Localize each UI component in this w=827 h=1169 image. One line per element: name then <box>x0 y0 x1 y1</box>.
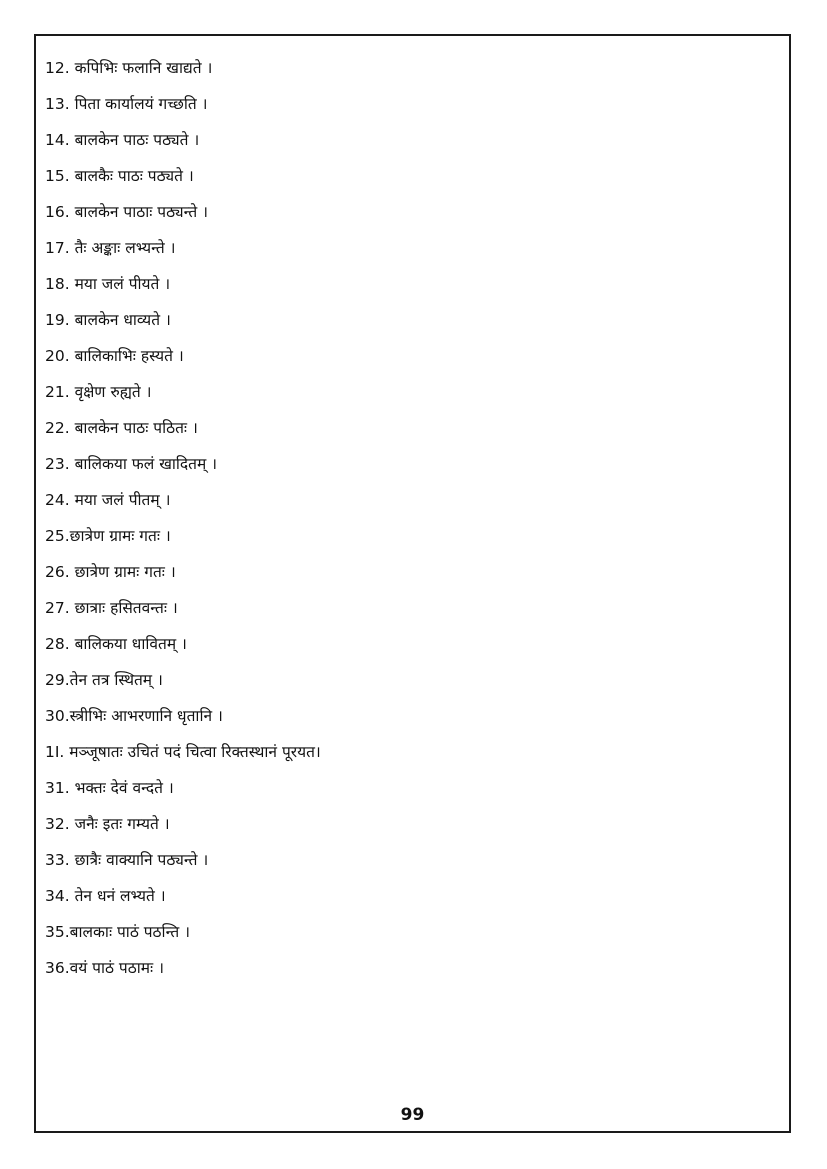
answer-line-30: 30.स्त्रीभिः आभरणानि धृतानि । <box>45 707 223 725</box>
page-number: 99 <box>400 1105 425 1125</box>
page-frame <box>34 34 791 1133</box>
answer-line-23: 23. बालिकया फलं खादितम् । <box>45 455 218 473</box>
answer-line-16: 16. बालकेन पाठाः पठ्यन्ते । <box>45 203 208 221</box>
answer-line-19: 19. बालकेन धाव्यते । <box>45 311 171 329</box>
section-heading: 1I. मञ्जूषातः उचितं पदं चित्वा रिक्तस्थानं पूरयत। <box>45 743 321 761</box>
answer-line-25: 25.छात्रेण ग्रामः गतः । <box>45 527 171 545</box>
answer-line-34: 34. तेन धनं लभ्यते । <box>45 887 166 905</box>
answer-line-29: 29.तेन तत्र स्थितम् । <box>45 671 163 689</box>
answer-line-27: 27. छात्राः हसितवन्तः । <box>45 599 178 617</box>
answer-line-35: 35.बालकाः पाठं पठन्ति । <box>45 923 190 941</box>
answer-line-20: 20. बालिकाभिः हस्यते । <box>45 347 184 365</box>
answer-line-28: 28. बालिकया धावितम् । <box>45 635 187 653</box>
answer-line-12: 12. कपिभिः फलानि खाद्यते । <box>45 59 213 77</box>
answer-line-18: 18. मया जलं पीयते । <box>45 275 171 293</box>
answer-line-32: 32. जनैः इतः गम्यते । <box>45 815 170 833</box>
answer-line-21: 21. वृक्षेण रुह्यते । <box>45 383 152 401</box>
answer-line-15: 15. बालकैः पाठः पठ्यते । <box>45 167 194 185</box>
answer-line-26: 26. छात्रेण ग्रामः गतः । <box>45 563 176 581</box>
answer-line-22: 22. बालकेन पाठः पठितः । <box>45 419 198 437</box>
answer-line-17: 17. तैः अङ्काः लभ्यन्ते । <box>45 239 176 257</box>
answer-line-33: 33. छात्रैः वाक्यानि पठ्यन्ते । <box>45 851 209 869</box>
answer-line-24: 24. मया जलं पीतम् । <box>45 491 171 509</box>
answer-line-13: 13. पिता कार्यालयं गच्छति । <box>45 95 208 113</box>
answer-list <box>45 53 321 989</box>
answer-line-36: 36.वयं पाठं पठामः । <box>45 959 164 977</box>
answer-line-31: 31. भक्तः देवं वन्दते । <box>45 779 174 797</box>
answer-line-14: 14. बालकेन पाठः पठ्यते । <box>45 131 200 149</box>
